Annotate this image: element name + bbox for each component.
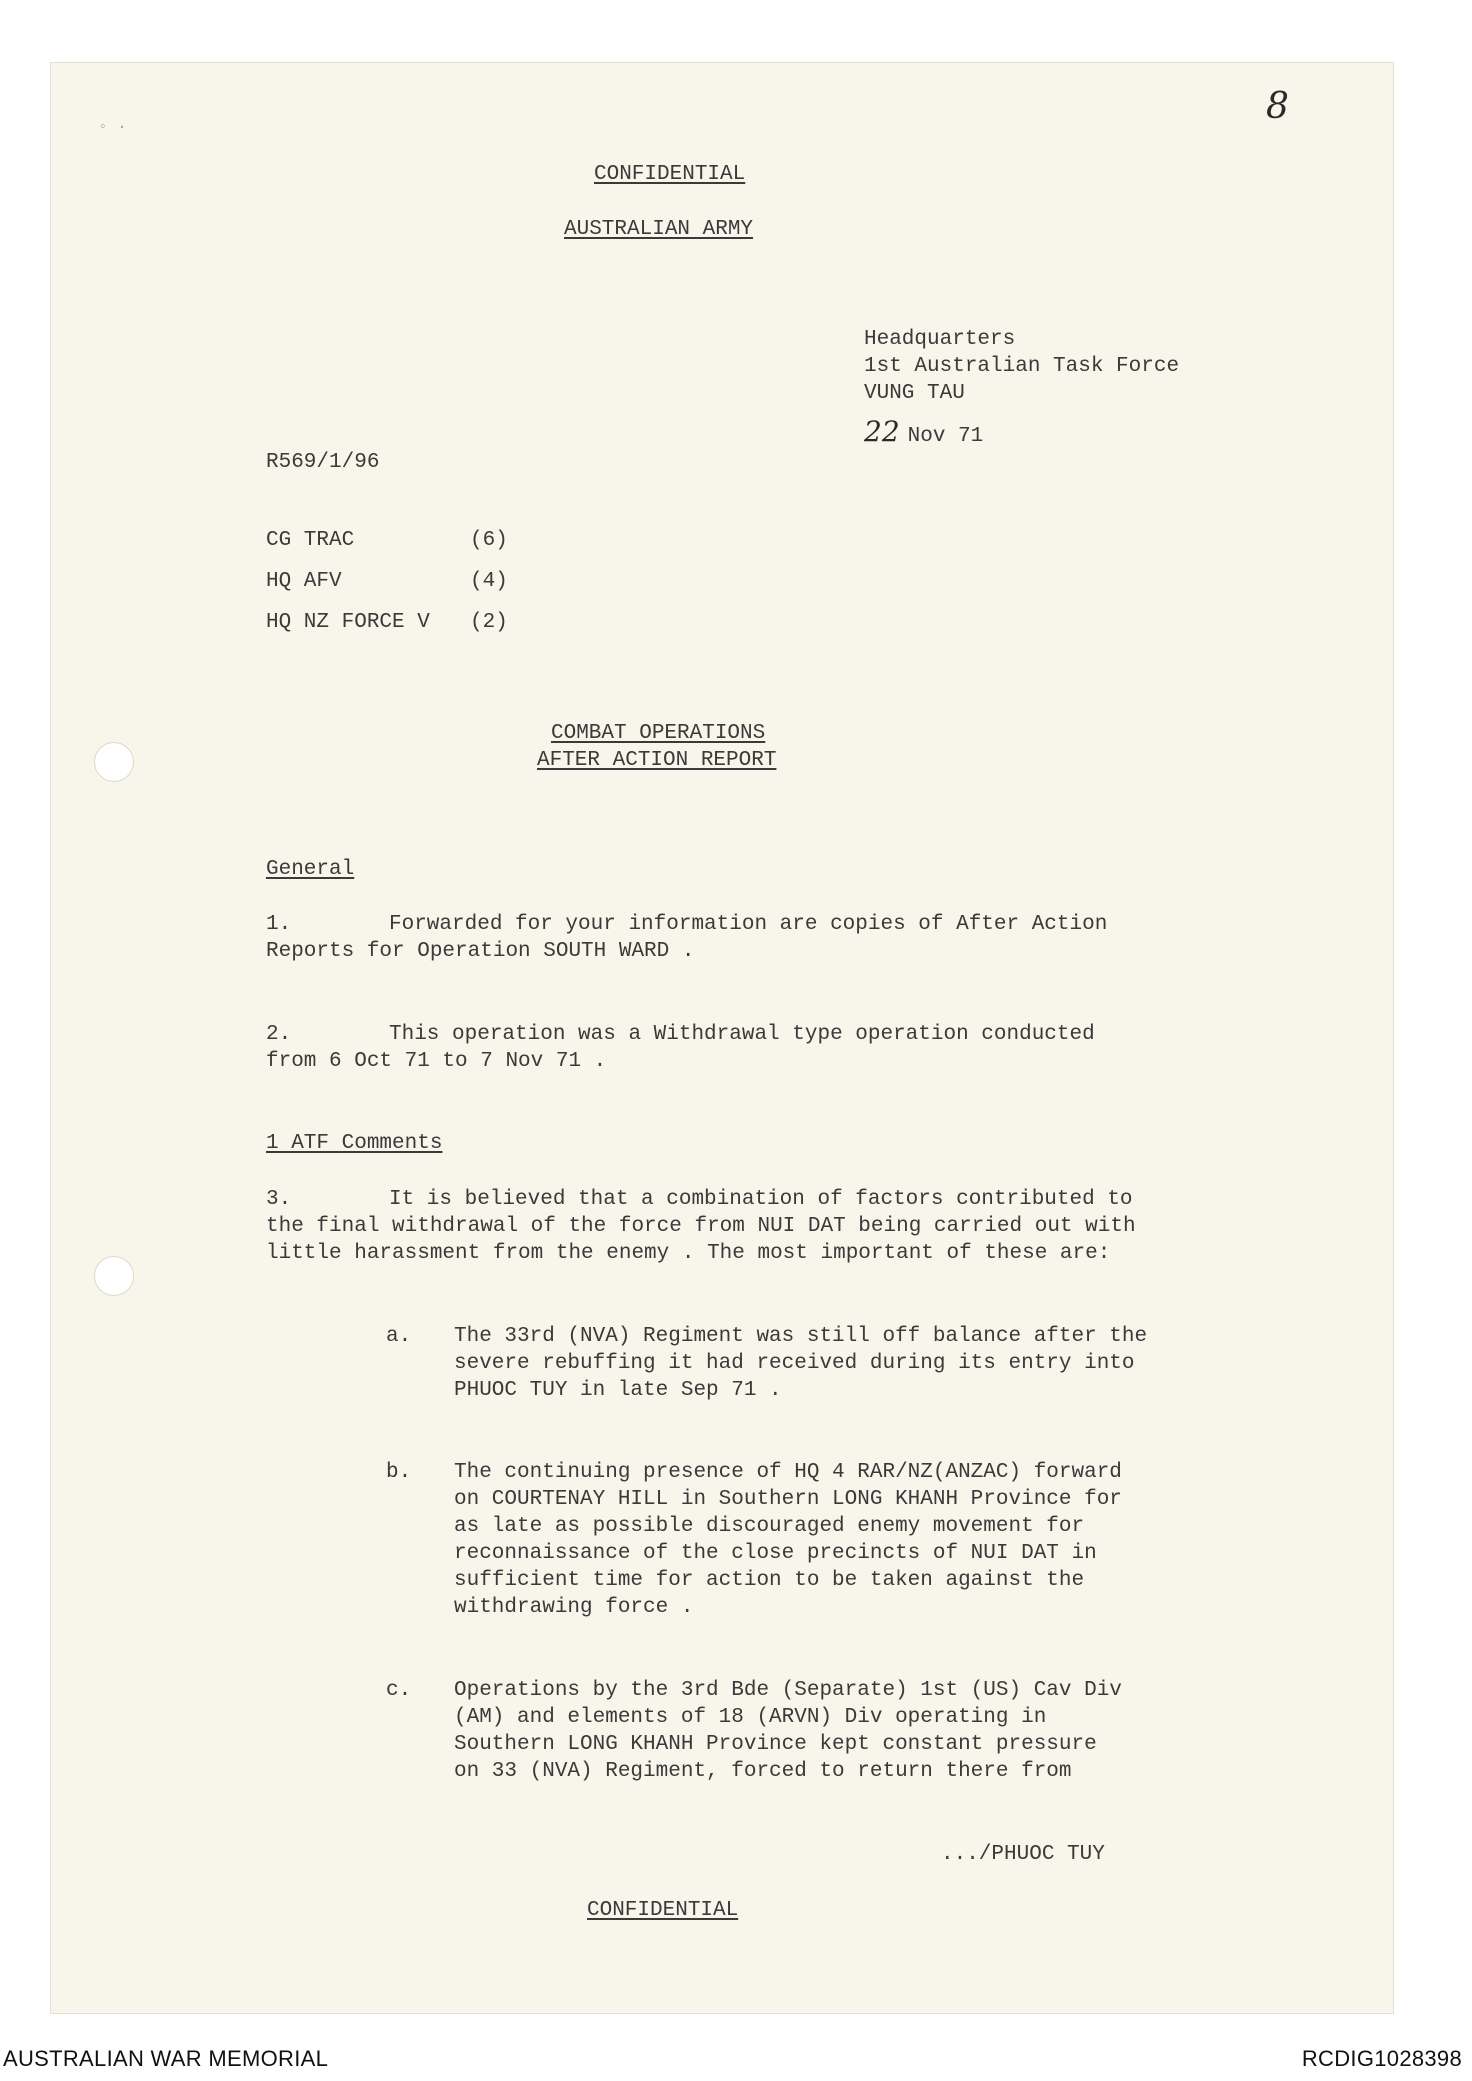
paragraph-number: 1. [266,913,292,936]
subparagraph-text: reconnaissance of the close precincts of NUI DAT in [454,1542,1097,1565]
page-smudge: ◦ · [98,118,127,136]
copies: (4) [470,570,508,593]
date-line [864,415,984,450]
paragraph-number: 3. [266,1188,292,1211]
addressee: CG TRAC [266,529,355,552]
subparagraph-letter: b. [386,1461,412,1484]
report-title: COMBAT OPERATIONS [551,722,766,745]
subparagraph-text: (AM) and elements of 18 (ARVN) Div operating in [454,1706,1047,1729]
paragraph-text: It is believed that a combination of factors contributed to [389,1188,1133,1211]
punch-hole-top [94,742,134,782]
subparagraph-text: Southern LONG KHANH Province kept constant pressure [454,1733,1097,1756]
date-rest: Nov 71 [907,425,984,448]
subparagraph-text: severe rebuffing it had received during its entry into [454,1352,1135,1375]
subparagraph-text: PHUOC TUY in late Sep 71 . [454,1379,782,1402]
classification-bottom: CONFIDENTIAL [587,1899,739,1922]
copies: (2) [470,611,508,634]
copies: (6) [470,529,508,552]
date-day-handwritten: 22 [864,415,900,448]
section-heading-comments: 1 ATF Comments [266,1132,443,1155]
section-heading-general: General [266,858,355,881]
subparagraph-letter: a. [386,1325,412,1348]
paragraph-text: little harassment from the enemy . The most important of these are: [266,1242,1111,1265]
paragraph-text: from 6 Oct 71 to 7 Nov 71 . [266,1050,607,1073]
paragraph-number: 2. [266,1023,292,1046]
page-number: 8 [1266,86,1289,127]
subparagraph-text: sufficient time for action to be taken against the [454,1569,1085,1592]
distribution-list [266,527,508,650]
paragraph-text: This operation was a Withdrawal type operation conducted [389,1023,1095,1046]
subparagraph-letter: c. [386,1679,412,1702]
address-line: 1st Australian Task Force [864,355,1180,378]
distribution-row [266,568,508,609]
paragraph-text: the final withdrawal of the force from NUI DAT being carried out with [266,1215,1136,1238]
subparagraph-text: The continuing presence of HQ 4 RAR/NZ(ANZAC) forward [454,1461,1122,1484]
subparagraph-text: on COURTENAY HILL in Southern LONG KHANH Province for [454,1488,1122,1511]
distribution-row [266,527,508,568]
address-line: Headquarters [864,328,1016,351]
organisation: AUSTRALIAN ARMY [564,218,754,241]
footer-archive-name: AUSTRALIAN WAR MEMORIAL [3,2046,329,2071]
punch-hole-bottom [94,1256,134,1296]
catchword: .../PHUOC TUY [941,1843,1105,1866]
subparagraph-text: on 33 (NVA) Regiment, forced to return there from [454,1760,1072,1783]
address-line: VUNG TAU [864,382,965,405]
paragraph-text: Forwarded for your information are copies of After Action [389,913,1108,936]
distribution-row [266,609,508,650]
subparagraph-text: as late as possible discouraged enemy movement for [454,1515,1085,1538]
classification-top: CONFIDENTIAL [594,163,746,186]
report-subtitle: AFTER ACTION REPORT [537,749,777,772]
subparagraph-text: Operations by the 3rd Bde (Separate) 1st (US) Cav Div [454,1679,1122,1702]
subparagraph-text: The 33rd (NVA) Regiment was still off balance after the [454,1325,1148,1348]
paragraph-text: Reports for Operation SOUTH WARD . [266,940,695,963]
file-reference: R569/1/96 [266,451,380,474]
subparagraph-text: withdrawing force . [454,1596,694,1619]
footer-item-id: RCDIG1028398 [1301,2046,1462,2071]
addressee: HQ NZ FORCE V [266,611,430,634]
addressee: HQ AFV [266,570,342,593]
